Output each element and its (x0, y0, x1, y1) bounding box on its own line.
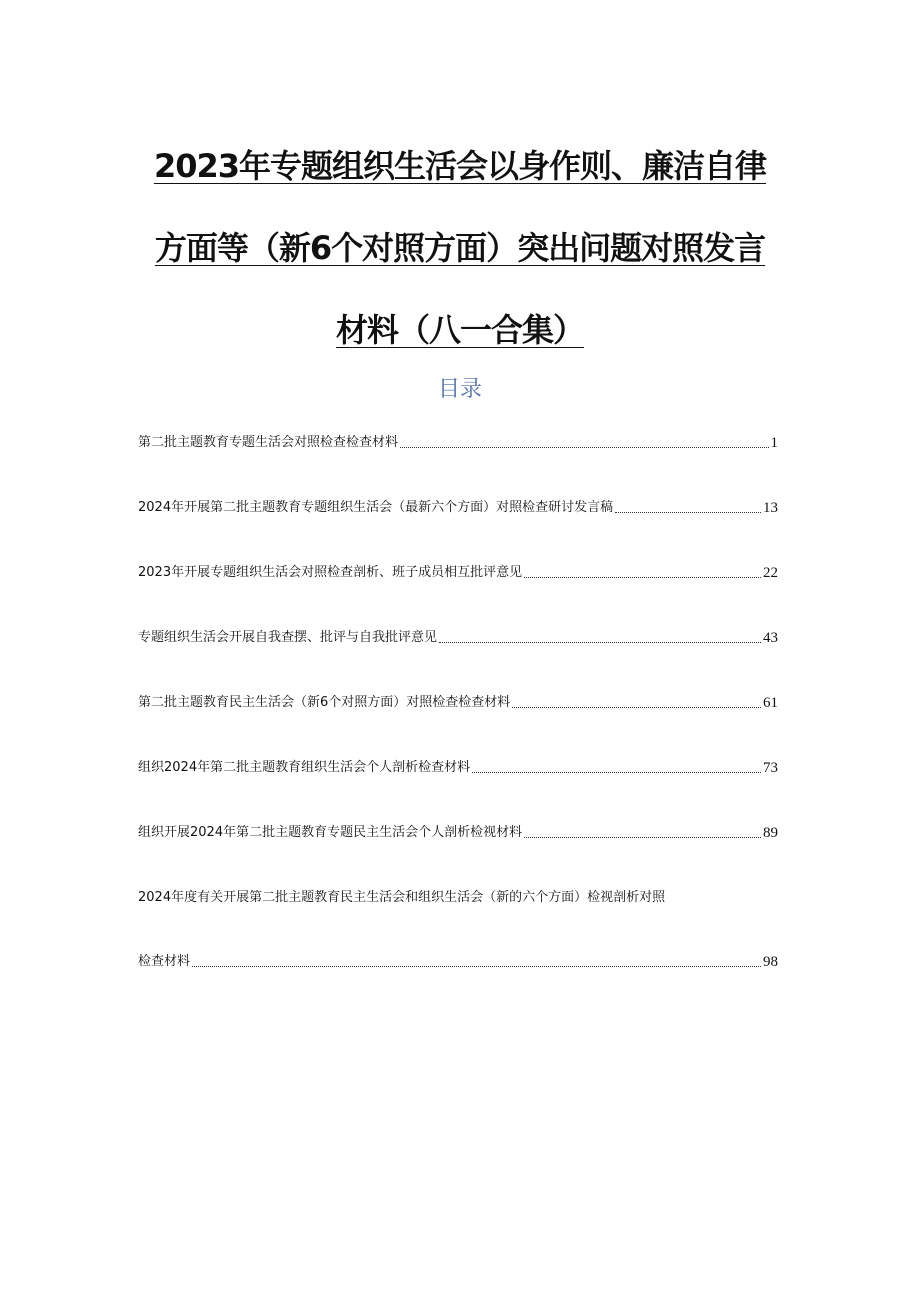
toc-entry-label: 第二批主题教育专题生活会对照检查检查材料 (138, 435, 399, 450)
toc-page-number: 22 (763, 565, 778, 581)
title-line-2: 方面等（新6个对照方面）突出问题对照发言 (154, 229, 766, 267)
toc-entry[interactable] (138, 823, 778, 843)
toc-entry-label-line-2: 检查材料 (138, 954, 191, 969)
toc-entry-label: 第二批主题教育民主生活会（新6个对照方面）对照检查检查材料 (138, 695, 511, 710)
toc-leader-dots (400, 446, 768, 448)
title-line-1: 2023年专题组织生活会以身作则、廉洁自律 (153, 147, 767, 185)
toc-page-number: 98 (763, 954, 778, 970)
toc-leader-dots (615, 511, 761, 513)
document-title (120, 130, 800, 366)
toc-entry[interactable] (138, 758, 778, 778)
toc-leader-dots (192, 965, 761, 967)
table-of-contents (138, 433, 778, 972)
toc-page-number: 61 (763, 695, 778, 711)
toc-page-number: 43 (763, 630, 778, 646)
toc-entry[interactable] (138, 498, 778, 518)
toc-entry-label: 组织2024年第二批主题教育组织生活会个人剖析检查材料 (138, 760, 471, 775)
toc-page-number: 89 (763, 825, 778, 841)
toc-entry[interactable] (138, 433, 778, 453)
toc-leader-dots (512, 706, 761, 708)
toc-entry-label: 专题组织生活会开展自我查摆、批评与自我批评意见 (138, 630, 438, 645)
toc-page-number: 73 (763, 760, 778, 776)
toc-leader-dots (524, 836, 761, 838)
title-line-3: 材料（八一合集） (335, 311, 584, 349)
toc-entry[interactable] (138, 693, 778, 713)
toc-page-number: 13 (763, 500, 778, 516)
toc-leader-dots (439, 641, 761, 643)
toc-page-number: 1 (770, 435, 778, 451)
toc-entry-label-line-1: 2024年度有关开展第二批主题教育民主生活会和组织生活会（新的六个方面）检视剖析对照 (138, 890, 666, 905)
toc-entry[interactable] (138, 888, 778, 972)
toc-entry[interactable] (138, 628, 778, 648)
toc-leader-dots (472, 771, 761, 773)
toc-entry[interactable] (138, 563, 778, 583)
toc-leader-dots (524, 576, 761, 578)
toc-heading: 目录 (437, 377, 482, 402)
toc-entry-label: 组织开展2024年第二批主题教育专题民主生活会个人剖析检视材料 (138, 825, 523, 840)
toc-entry-label: 2023年开展专题组织生活会对照检查剖析、班子成员相互批评意见 (138, 565, 523, 580)
toc-entry-label: 2024年开展第二批主题教育专题组织生活会（最新六个方面）对照检查研讨发言稿 (138, 500, 614, 515)
